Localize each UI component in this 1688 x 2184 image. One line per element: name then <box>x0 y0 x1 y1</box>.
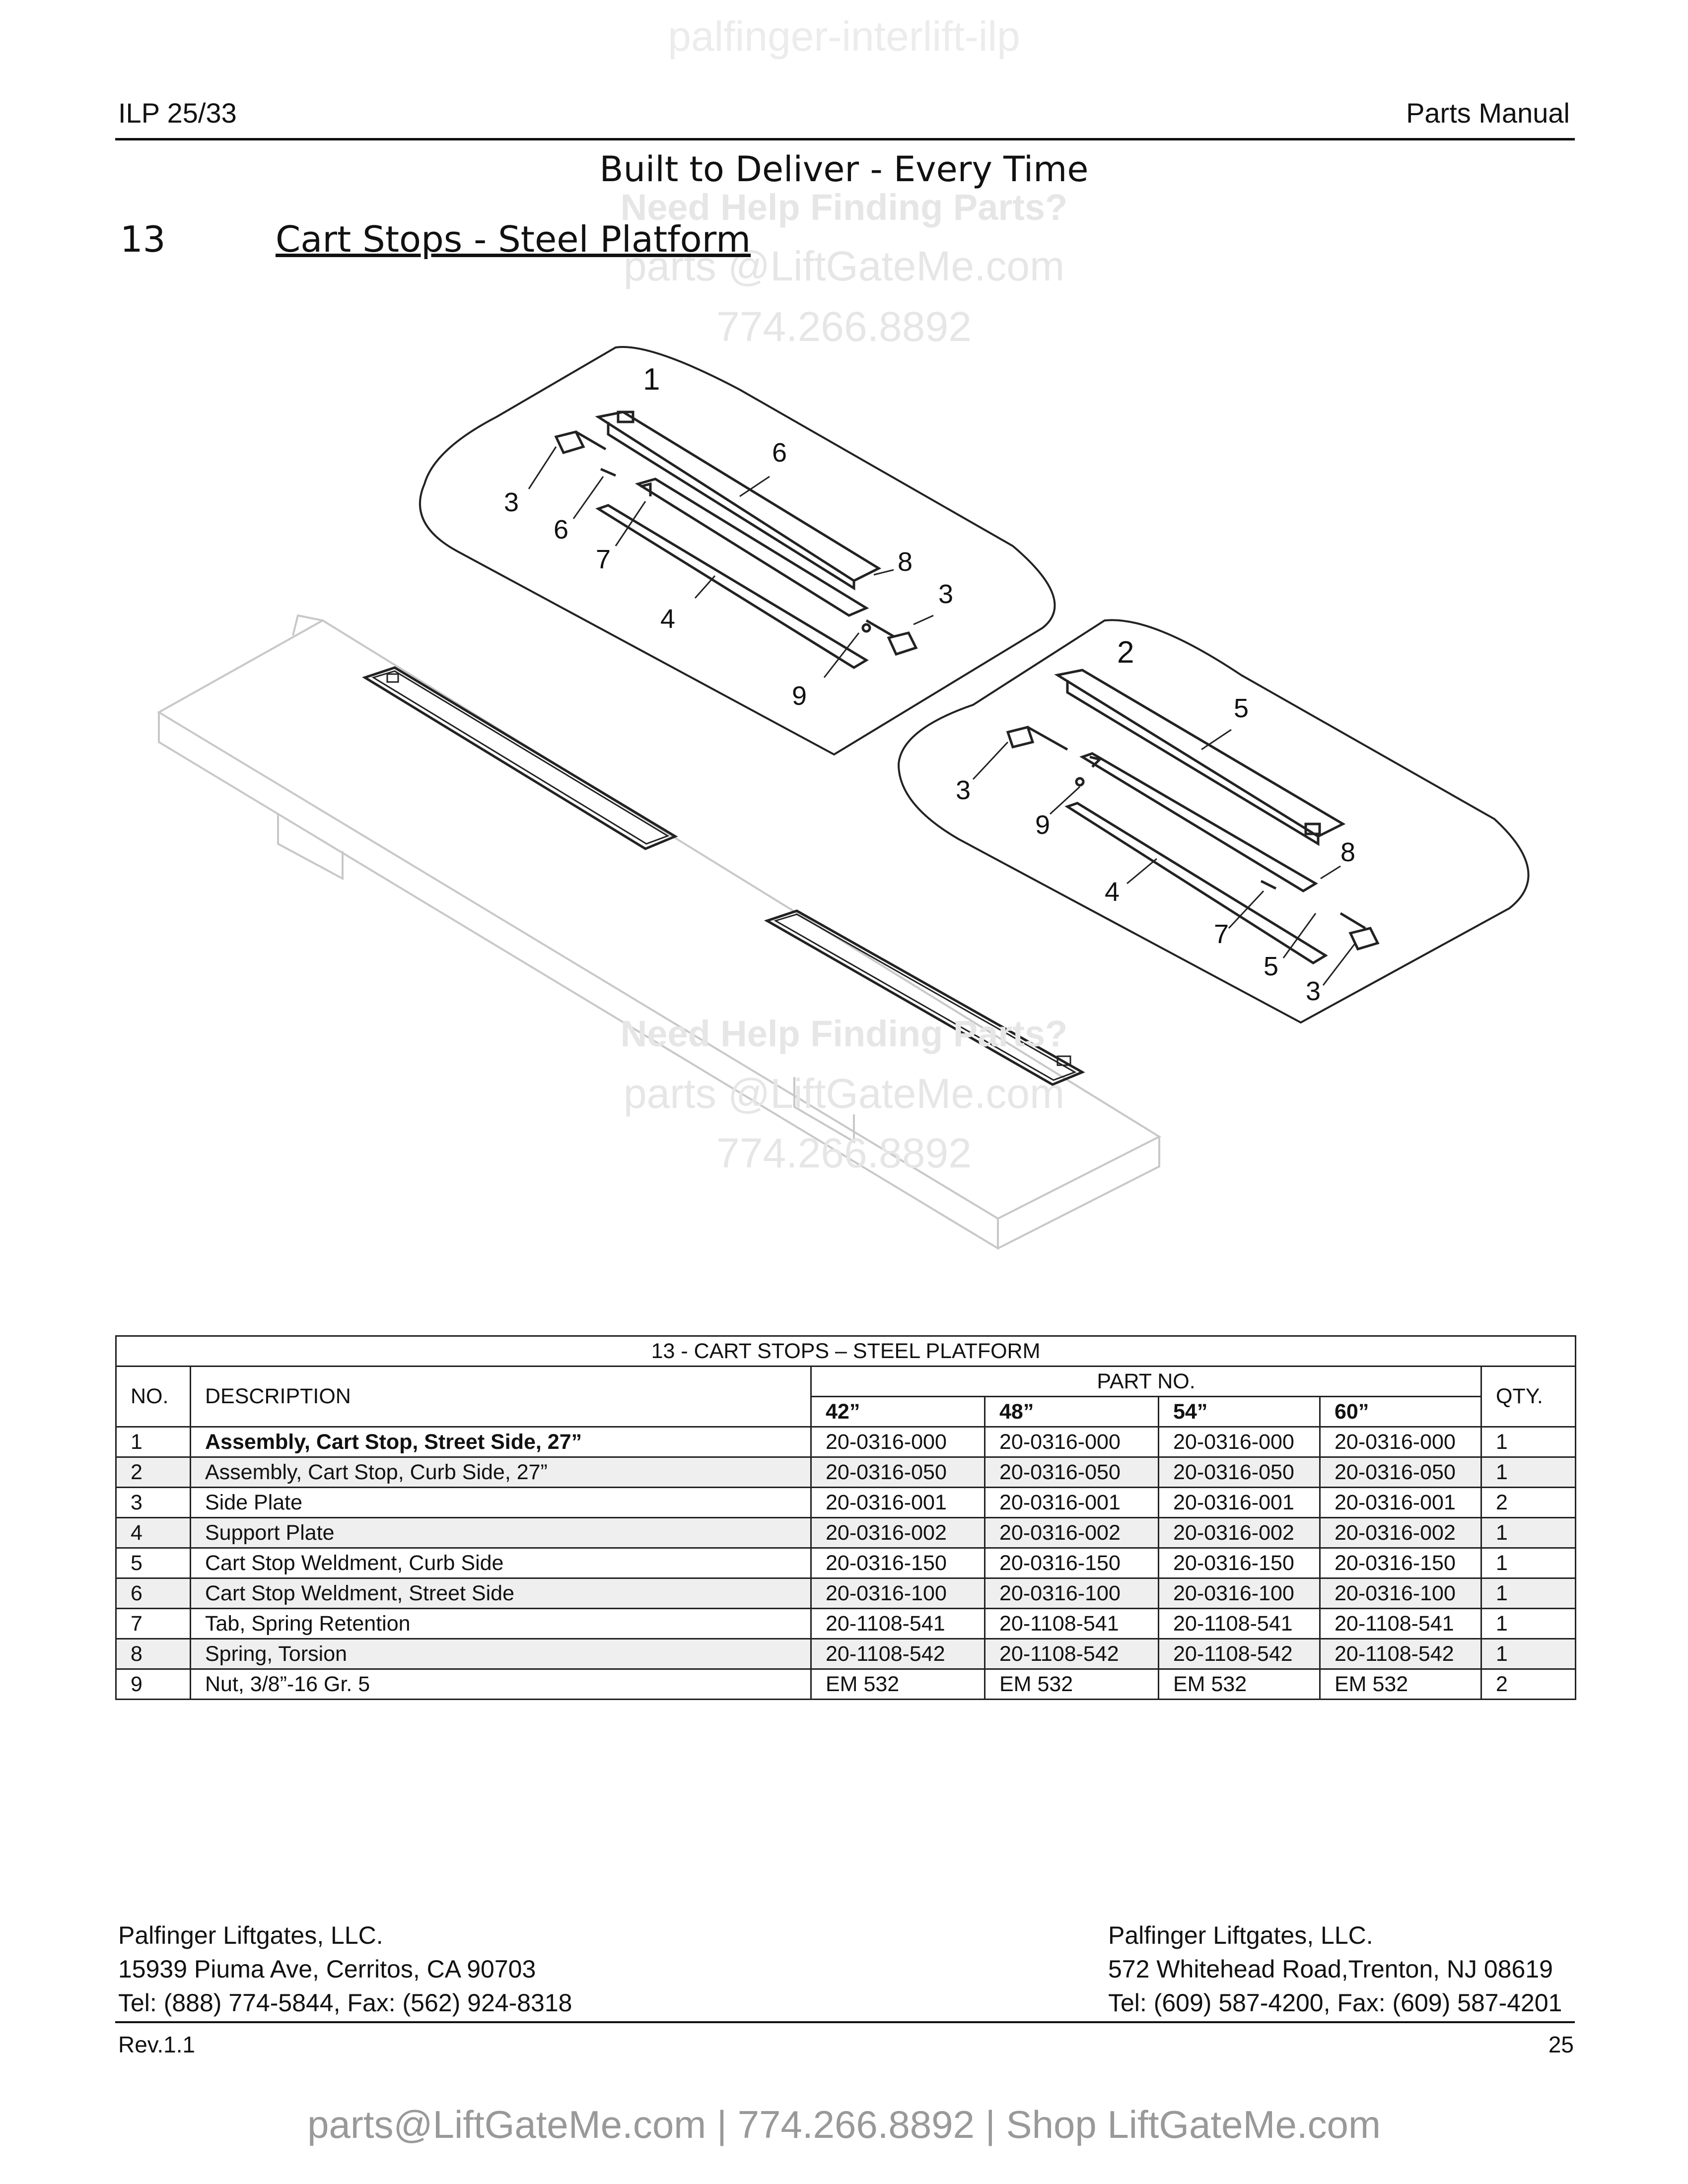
contact-banner: parts@LiftGateMe.com | 774.266.8892 | Shop LiftGateMe.com <box>307 2103 1381 2146</box>
col-header-60: 60” <box>1320 1397 1481 1427</box>
row-part-60: EM 532 <box>1320 1669 1481 1700</box>
row-part-48: 20-0316-000 <box>985 1427 1159 1457</box>
row-part-60: 20-0316-050 <box>1320 1457 1481 1488</box>
row-part-48: 20-0316-001 <box>985 1488 1159 1518</box>
tagline: Built to Deliver - Every Time <box>599 149 1089 190</box>
footer-west-phone: Tel: (888) 774-5844, Fax: (562) 924-8318 <box>118 1989 572 2017</box>
row-description: Nut, 3/8”-16 Gr. 5 <box>191 1669 811 1700</box>
platform-slot-street <box>365 668 675 849</box>
callout-1-9: 9 <box>792 681 807 711</box>
col-header-42: 42” <box>811 1397 985 1427</box>
callout-1-3b: 3 <box>938 579 954 609</box>
row-qty: 2 <box>1481 1488 1576 1518</box>
row-part-42: 20-0316-001 <box>811 1488 985 1518</box>
row-description: Spring, Torsion <box>191 1639 811 1669</box>
callout-2-5b: 5 <box>1264 952 1279 981</box>
table-row <box>116 1457 1576 1488</box>
col-header-description: DESCRIPTION <box>191 1366 811 1427</box>
row-part-48: 20-0316-150 <box>985 1548 1159 1578</box>
row-description: Tab, Spring Retention <box>191 1609 811 1639</box>
callout-1-3a: 3 <box>504 487 519 517</box>
revision-label: Rev.1.1 <box>118 2032 196 2057</box>
row-qty: 1 <box>1481 1548 1576 1578</box>
platform-slot-curb <box>767 911 1082 1085</box>
row-part-54: 20-0316-050 <box>1159 1457 1320 1488</box>
header-model: ILP 25/33 <box>118 97 237 129</box>
table-row <box>116 1669 1576 1700</box>
footer-east-street: 572 Whitehead Road,Trenton, NJ 08619 <box>1108 1955 1553 1983</box>
assembly-1-outline <box>420 347 1055 754</box>
row-description: Cart Stop Weldment, Curb Side <box>191 1548 811 1578</box>
footer-address-east <box>1108 1918 1562 2020</box>
section-title: Cart Stops - Steel Platform <box>276 218 751 260</box>
watermark-email-2: parts @LiftGateMe.com <box>623 1070 1065 1117</box>
table-row <box>116 1639 1576 1669</box>
callout-2-8: 8 <box>1340 837 1356 867</box>
callout-2-7: 7 <box>1214 919 1229 949</box>
callout-1-6a: 6 <box>772 438 787 468</box>
row-part-54: 20-0316-002 <box>1159 1518 1320 1548</box>
table-row <box>116 1548 1576 1578</box>
row-part-54: 20-0316-100 <box>1159 1578 1320 1609</box>
row-qty: 1 <box>1481 1609 1576 1639</box>
row-no: 2 <box>116 1457 191 1488</box>
row-part-48: 20-0316-100 <box>985 1578 1159 1609</box>
row-part-54: 20-0316-001 <box>1159 1488 1320 1518</box>
row-part-48: EM 532 <box>985 1669 1159 1700</box>
page-number: 25 <box>1548 2032 1574 2057</box>
callout-2-5a: 5 <box>1234 693 1249 723</box>
row-part-48: 20-1108-542 <box>985 1639 1159 1669</box>
row-part-54: 20-1108-542 <box>1159 1639 1320 1669</box>
col-header-48: 48” <box>985 1397 1159 1427</box>
watermark-phone: 774.266.8892 <box>716 303 972 350</box>
table-row <box>116 1609 1576 1639</box>
parts-table <box>115 1335 1576 1700</box>
callout-1-8: 8 <box>898 547 913 577</box>
row-no: 9 <box>116 1669 191 1700</box>
row-no: 8 <box>116 1639 191 1669</box>
col-header-no: NO. <box>116 1366 191 1427</box>
row-qty: 1 <box>1481 1457 1576 1488</box>
row-part-54: EM 532 <box>1159 1669 1320 1700</box>
row-part-60: 20-0316-002 <box>1320 1518 1481 1548</box>
row-description: Assembly, Cart Stop, Curb Side, 27” <box>191 1457 811 1488</box>
row-part-60: 20-0316-100 <box>1320 1578 1481 1609</box>
watermark-phone-2: 774.266.8892 <box>716 1130 972 1176</box>
row-no: 1 <box>116 1427 191 1457</box>
row-qty: 1 <box>1481 1639 1576 1669</box>
section-number: 13 <box>120 218 166 260</box>
row-part-60: 20-1108-541 <box>1320 1609 1481 1639</box>
row-part-42: EM 532 <box>811 1669 985 1700</box>
watermark-help: Need Help Finding Parts? <box>620 187 1068 228</box>
row-part-48: 20-0316-050 <box>985 1457 1159 1488</box>
watermark-top: palfinger-interlift-ilp <box>668 13 1020 60</box>
table-caption-row <box>116 1336 1576 1366</box>
row-part-42: 20-0316-000 <box>811 1427 985 1457</box>
assembly-1-leaders <box>529 447 933 678</box>
row-part-42: 20-0316-100 <box>811 1578 985 1609</box>
callout-1-7: 7 <box>596 545 611 574</box>
col-header-qty: QTY. <box>1481 1366 1576 1427</box>
footer-east-phone: Tel: (609) 587-4200, Fax: (609) 587-4201 <box>1108 1989 1562 2017</box>
footer-west-street: 15939 Piuma Ave, Cerritos, CA 90703 <box>118 1955 536 1983</box>
assembly-2-parts <box>1008 670 1378 963</box>
row-qty: 1 <box>1481 1578 1576 1609</box>
assembly-1-parts <box>556 412 916 668</box>
col-header-part-no: PART NO. <box>811 1366 1481 1397</box>
row-part-42: 20-1108-542 <box>811 1639 985 1669</box>
assembly-2-outline <box>899 620 1529 1023</box>
table-row <box>116 1427 1576 1457</box>
row-part-54: 20-0316-150 <box>1159 1548 1320 1578</box>
watermark-help-2: Need Help Finding Parts? <box>620 1013 1068 1054</box>
row-description: Assembly, Cart Stop, Street Side, 27” <box>191 1427 811 1457</box>
row-part-60: 20-0316-150 <box>1320 1548 1481 1578</box>
table-row <box>116 1518 1576 1548</box>
row-description: Side Plate <box>191 1488 811 1518</box>
watermark-email: parts @LiftGateMe.com <box>623 243 1065 289</box>
table-row <box>116 1488 1576 1518</box>
table-header-row <box>116 1366 1576 1397</box>
footer-east-company: Palfinger Liftgates, LLC. <box>1108 1921 1373 1949</box>
footer-address-west <box>118 1918 572 2020</box>
assembly-1-label: 1 <box>643 362 660 397</box>
row-part-54: 20-0316-000 <box>1159 1427 1320 1457</box>
callout-1-6b: 6 <box>554 515 569 545</box>
row-description: Cart Stop Weldment, Street Side <box>191 1578 811 1609</box>
row-part-60: 20-0316-001 <box>1320 1488 1481 1518</box>
callout-2-4: 4 <box>1105 877 1120 907</box>
table-row <box>116 1578 1576 1609</box>
row-part-42: 20-1108-541 <box>811 1609 985 1639</box>
row-part-60: 20-1108-542 <box>1320 1639 1481 1669</box>
col-header-54: 54” <box>1159 1397 1320 1427</box>
row-qty: 2 <box>1481 1669 1576 1700</box>
row-part-42: 20-0316-150 <box>811 1548 985 1578</box>
row-no: 7 <box>116 1609 191 1639</box>
callout-2-9: 9 <box>1035 810 1051 840</box>
row-part-48: 20-1108-541 <box>985 1609 1159 1639</box>
row-part-60: 20-0316-000 <box>1320 1427 1481 1457</box>
row-part-54: 20-1108-541 <box>1159 1609 1320 1639</box>
callout-1-4: 4 <box>660 604 676 634</box>
row-qty: 1 <box>1481 1518 1576 1548</box>
row-no: 4 <box>116 1518 191 1548</box>
header-manual-title: Parts Manual <box>1406 97 1570 129</box>
footer-divider <box>115 2021 1575 2023</box>
row-no: 3 <box>116 1488 191 1518</box>
row-qty: 1 <box>1481 1427 1576 1457</box>
row-part-42: 20-0316-002 <box>811 1518 985 1548</box>
row-part-48: 20-0316-002 <box>985 1518 1159 1548</box>
footer-west-company: Palfinger Liftgates, LLC. <box>118 1921 383 1949</box>
callout-2-3a: 3 <box>956 775 971 805</box>
assembly-2-label: 2 <box>1117 635 1134 670</box>
callout-2-3b: 3 <box>1306 976 1321 1006</box>
row-no: 6 <box>116 1578 191 1609</box>
row-description: Support Plate <box>191 1518 811 1548</box>
row-no: 5 <box>116 1548 191 1578</box>
row-part-42: 20-0316-050 <box>811 1457 985 1488</box>
table-caption: 13 - CART STOPS – STEEL PLATFORM <box>116 1336 1576 1366</box>
